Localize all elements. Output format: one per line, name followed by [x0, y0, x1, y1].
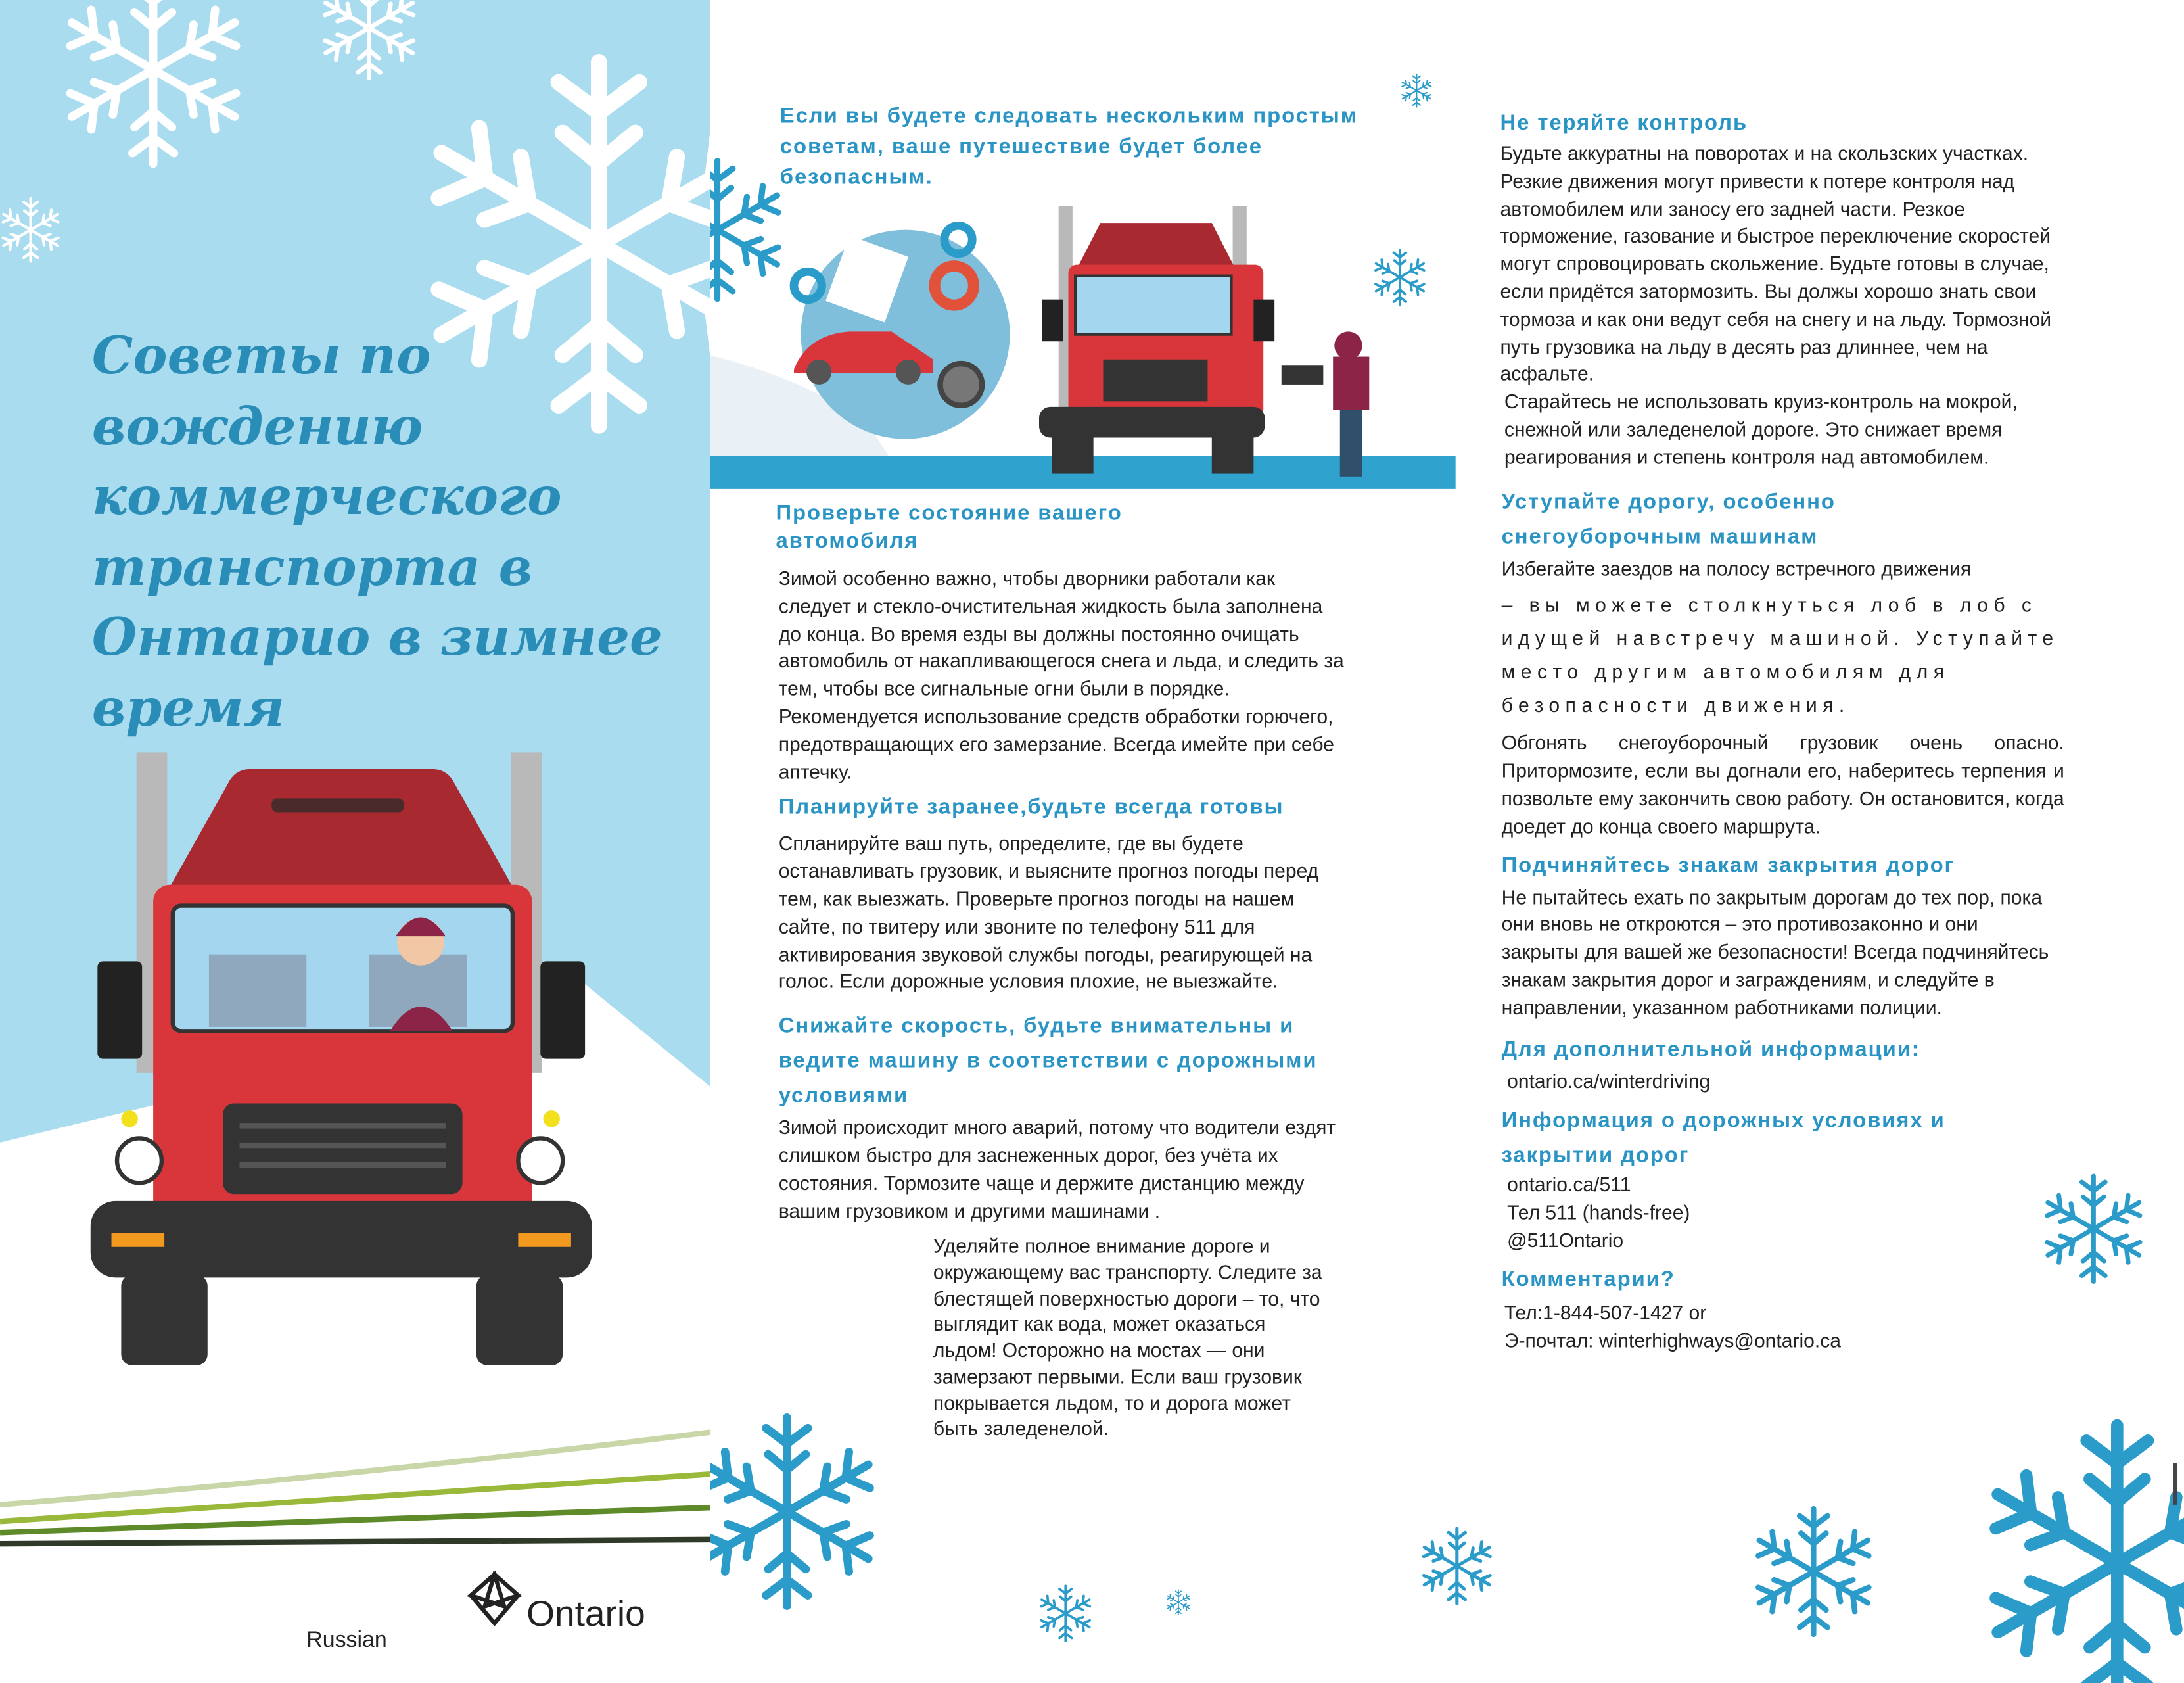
fold-mark: [2173, 1463, 2183, 1505]
section-body-continued: Обгонять снегоуборочный грузовик очень опасно. Притормозите, если вы догнали его, наберитесь терпения и позвольте ему закончить свою работу. Он остановится, когда доедет до конца своего маршрута.: [1501, 733, 2064, 839]
section-body: Зимой происходит много аварий, потому что водители ездят слишком быстро для заснеженных дорог, без учёта их состояния. Тормозите чаще и держите дистанцию между вашим грузовиком и другими машинами .: [778, 1118, 1336, 1223]
language-label: Russian: [306, 1628, 387, 1653]
cover-title: Советы по вождению коммерческого транспорта в Онтарио в зимнее время: [91, 324, 662, 738]
person-illustration: [1282, 331, 1370, 476]
snowflake-icon: [710, 161, 785, 299]
road-info-phone: Тел 511 (hands-free): [1507, 1202, 1690, 1225]
comments-heading: Комментарии?: [1501, 1267, 1675, 1291]
intro-heading: Если вы будете следовать нескольким простым советам, ваше путешествие будет более безопасным.: [779, 104, 1358, 190]
snowflake-icon: [1401, 74, 1432, 107]
cover-background: [0, 0, 710, 1683]
section-body: Не пытайтесь ехать по закрытым дорогам до тех пор, пока они вновь не откроются – это противозаконно и они закрыты для вашей же безопасности! Всегда подчиняйтесь знакам закрытия дорог и заграждениям, и следуйте в направлении, указанном работниками полиции.: [1501, 887, 2049, 1020]
section-body: Избегайте заездов на полосу встречного движения: [1501, 557, 1972, 581]
snowflake-icon: [1373, 250, 1427, 305]
section-heading: Планируйте заранее,будьте всегда готовы: [778, 795, 1284, 820]
section-body-continued: Старайтесь не использовать круиз-контроль на мокрой, снежной или заледенелой дороге. Это снижает время реагирования и степень контроля над автомобилем.: [1504, 391, 2018, 469]
right-text-column: [1500, 108, 2074, 1356]
more-info-heading: Для дополнительной информации:: [1501, 1037, 1920, 1061]
section-body: Спланируйте ваш путь, определите, где вы будете останавливать грузовик, и выясните прогноз погоды перед тем, как выезжать. Проверьте прогноз погоды на нашем сайте, по твитеру или звоните по телефону 511 для активирования звуковой службы погоды, реагирующей на голос. Если дорожные условия плохие, не выезжайте.: [778, 834, 1319, 994]
middle-text-column: [776, 500, 1347, 1444]
section-heading: Проверьте состояние вашего автомобиля: [776, 501, 1123, 554]
section-body-continued: Уделяйте полное внимание дороге и окружающему вас транспорту. Следите за блестящей поверхностью дороги – то, что выглядит как вода, может оказаться льдом! Осторожно на мостах — они замерзают первыми. Если ваш грузовик покрывается льдом, то и дорога может быть заледенелой.: [933, 1236, 1322, 1441]
truck-illustration: [91, 752, 592, 1365]
truck-illustration-small: [1039, 206, 1274, 474]
snowflake-icon: [1982, 1425, 2184, 1683]
road-info-twitter[interactable]: @511Ontario: [1507, 1230, 1624, 1253]
snowflake-icon: [710, 1417, 879, 1605]
road-info-link[interactable]: ontario.ca/511: [1507, 1175, 1631, 1198]
section-heading: Подчиняйтесь знакам закрытия дорог: [1501, 853, 1955, 878]
ontario-logo-text: Ontario: [526, 1592, 645, 1634]
comments-phone: Тел:1-844-507-1427 or: [1504, 1302, 1707, 1325]
section-heading: Уступайте дорогу, особенно снегоуборочным машинам: [1501, 490, 1836, 549]
snowflake-icon: [1752, 1509, 1874, 1634]
comments-email[interactable]: Э-почтал: winterhighways@ontario.ca: [1504, 1329, 1842, 1352]
ontario-trillium-logo-icon: [459, 1567, 529, 1630]
section-heading: Не теряйте контроль: [1500, 111, 1748, 135]
section-body-spaced: – вы можете столкнуться лоб в лоб с идущей навстречу машиной. Уступайте место другим автомобилям для безопасности движения.: [1501, 595, 2059, 719]
section-body: Зимой особенно важно, чтобы дворники работали как следует и стекло-очистительная жидкость была заполнена до конца. Во время езды вы должны постоянно очищать автомобиль от накапливающегося снега и льда, и следить за тем, чтобы все сигнальные огни были в порядке. Рекомендуется использование средств обработки горючего, предотвращающих его замерзание. Всегда имейте при себе аптечку.: [778, 568, 1344, 784]
section-heading: Снижайте скорость, будьте внимательны и ведите машину в соответствии с дорожными условиями: [778, 1014, 1318, 1108]
more-info-link[interactable]: ontario.ca/winterdriving: [1507, 1070, 1711, 1093]
cover-panel: [0, 0, 710, 1683]
snowflake-icon: [1166, 1590, 1190, 1615]
snowflake-icon: [1420, 1529, 1494, 1603]
snowflake-icon: [1038, 1586, 1092, 1641]
decorative-lines: [0, 1433, 710, 1544]
section-body: Будьте аккуратны на поворотах и на скользских участках. Резкие движения могут привести к потере контроля над автомобилем или заносу его задней части. Резкое торможение, газование и быстрое переключение скоростей могут спровоцировать скольжение. Будьте готовы в случае, если придётся затормозить. Вы должы хорошо знать свои тормоза и как они ведут себя на снегу и на льду. Тормозной путь грузовика на льду в десять раз длиннее, чем на асфальте.: [1500, 143, 2052, 387]
road-info-heading: Информация о дорожных условиях и закрытии дорог: [1501, 1109, 1945, 1168]
